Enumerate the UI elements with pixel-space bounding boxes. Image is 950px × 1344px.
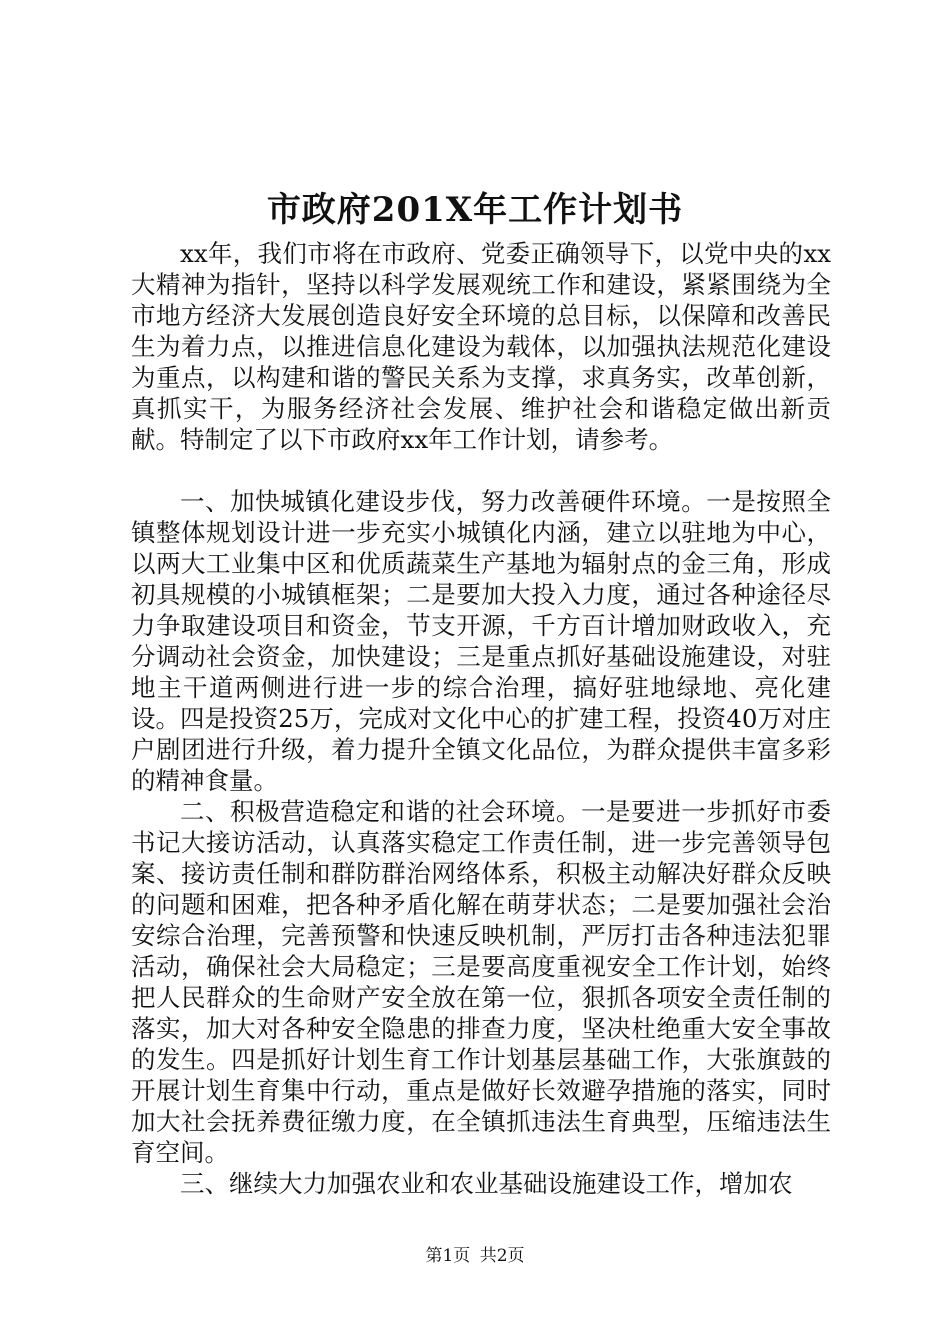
- paragraph-section-2: 二、积极营造稳定和谐的社会环境。一是要进一步抓好市委书记大接访活动，认真落实稳定工作责任制，进一步完善领导包案、接访责任制和群防群治网络体系，积极主动解决好群众反映的问题和困难，把各种矛盾化解在萌芽状态；二是要加强社会治安综合治理，完善预警和快速反映机制，严厉打击各种违法犯罪活动，确保社会大局稳定；三是要高度重视安全工作计划，始终把人民群众的生命财产安全放在第一位，狠抓各项安全责任制的落实，加大对各种安全隐患的排查力度，坚决杜绝重大安全事故的发生。四是抓好计划生育工作计划基层基础工作，大张旗鼓的开展计划生育集中行动，重点是做好长效避孕措施的落实，同时加大社会抚养费征缴力度，在全镇抓违法生育典型，压缩违法生育空间。: [131, 797, 831, 1167]
- paragraph-section-3: 三、继续大力加强农业和农业基础设施建设工作，增加农: [180, 1169, 793, 1198]
- paragraph-section-1: 一、加快城镇化建设步伐，努力改善硬件环境。一是按照全镇整体规划设计进一步充实小城镇化内涵，建立以驻地为中心，以两大工业集中区和优质蔬菜生产基地为辐射点的金三角，形成初具规模的小城镇框架；二是要加大投入力度，通过各种途径尽力争取建设项目和资金，节支开源，千方百计增加财政收入，充分调动社会资金，加快建设；三是重点抓好基础设施建设，对驻地主干道两侧进行进一步的综合治理，搞好驻地绿地、亮化建设。四是投资25万，完成对文化中心的扩建工程，投资40万对庄户剧团进行升级，着力提升全镇文化品位，为群众提供丰富多彩的精神食量。: [131, 487, 831, 795]
- paragraph-intro: xx年，我们市将在市政府、党委正确领导下，以党中央的xx大精神为指针，坚持以科学发展观统工作和建设，紧紧围绕为全市地方经济大发展创造良好安全环境的总目标，以保障和改善民生为着力点，以推进信息化建设为载体，以加强执法规范化建设为重点，以构建和谐的警民关系为支撑，求真务实，改革创新，真抓实干，为服务经济社会发展、维护社会和谐稳定做出新贡献。特制定了以下市政府xx年工作计划，请参考。: [131, 239, 831, 454]
- document-body: [131, 238, 831, 1199]
- document-title: 市政府201X年工作计划书: [266, 190, 684, 230]
- page-footer: 第1页 共2页: [425, 1246, 525, 1266]
